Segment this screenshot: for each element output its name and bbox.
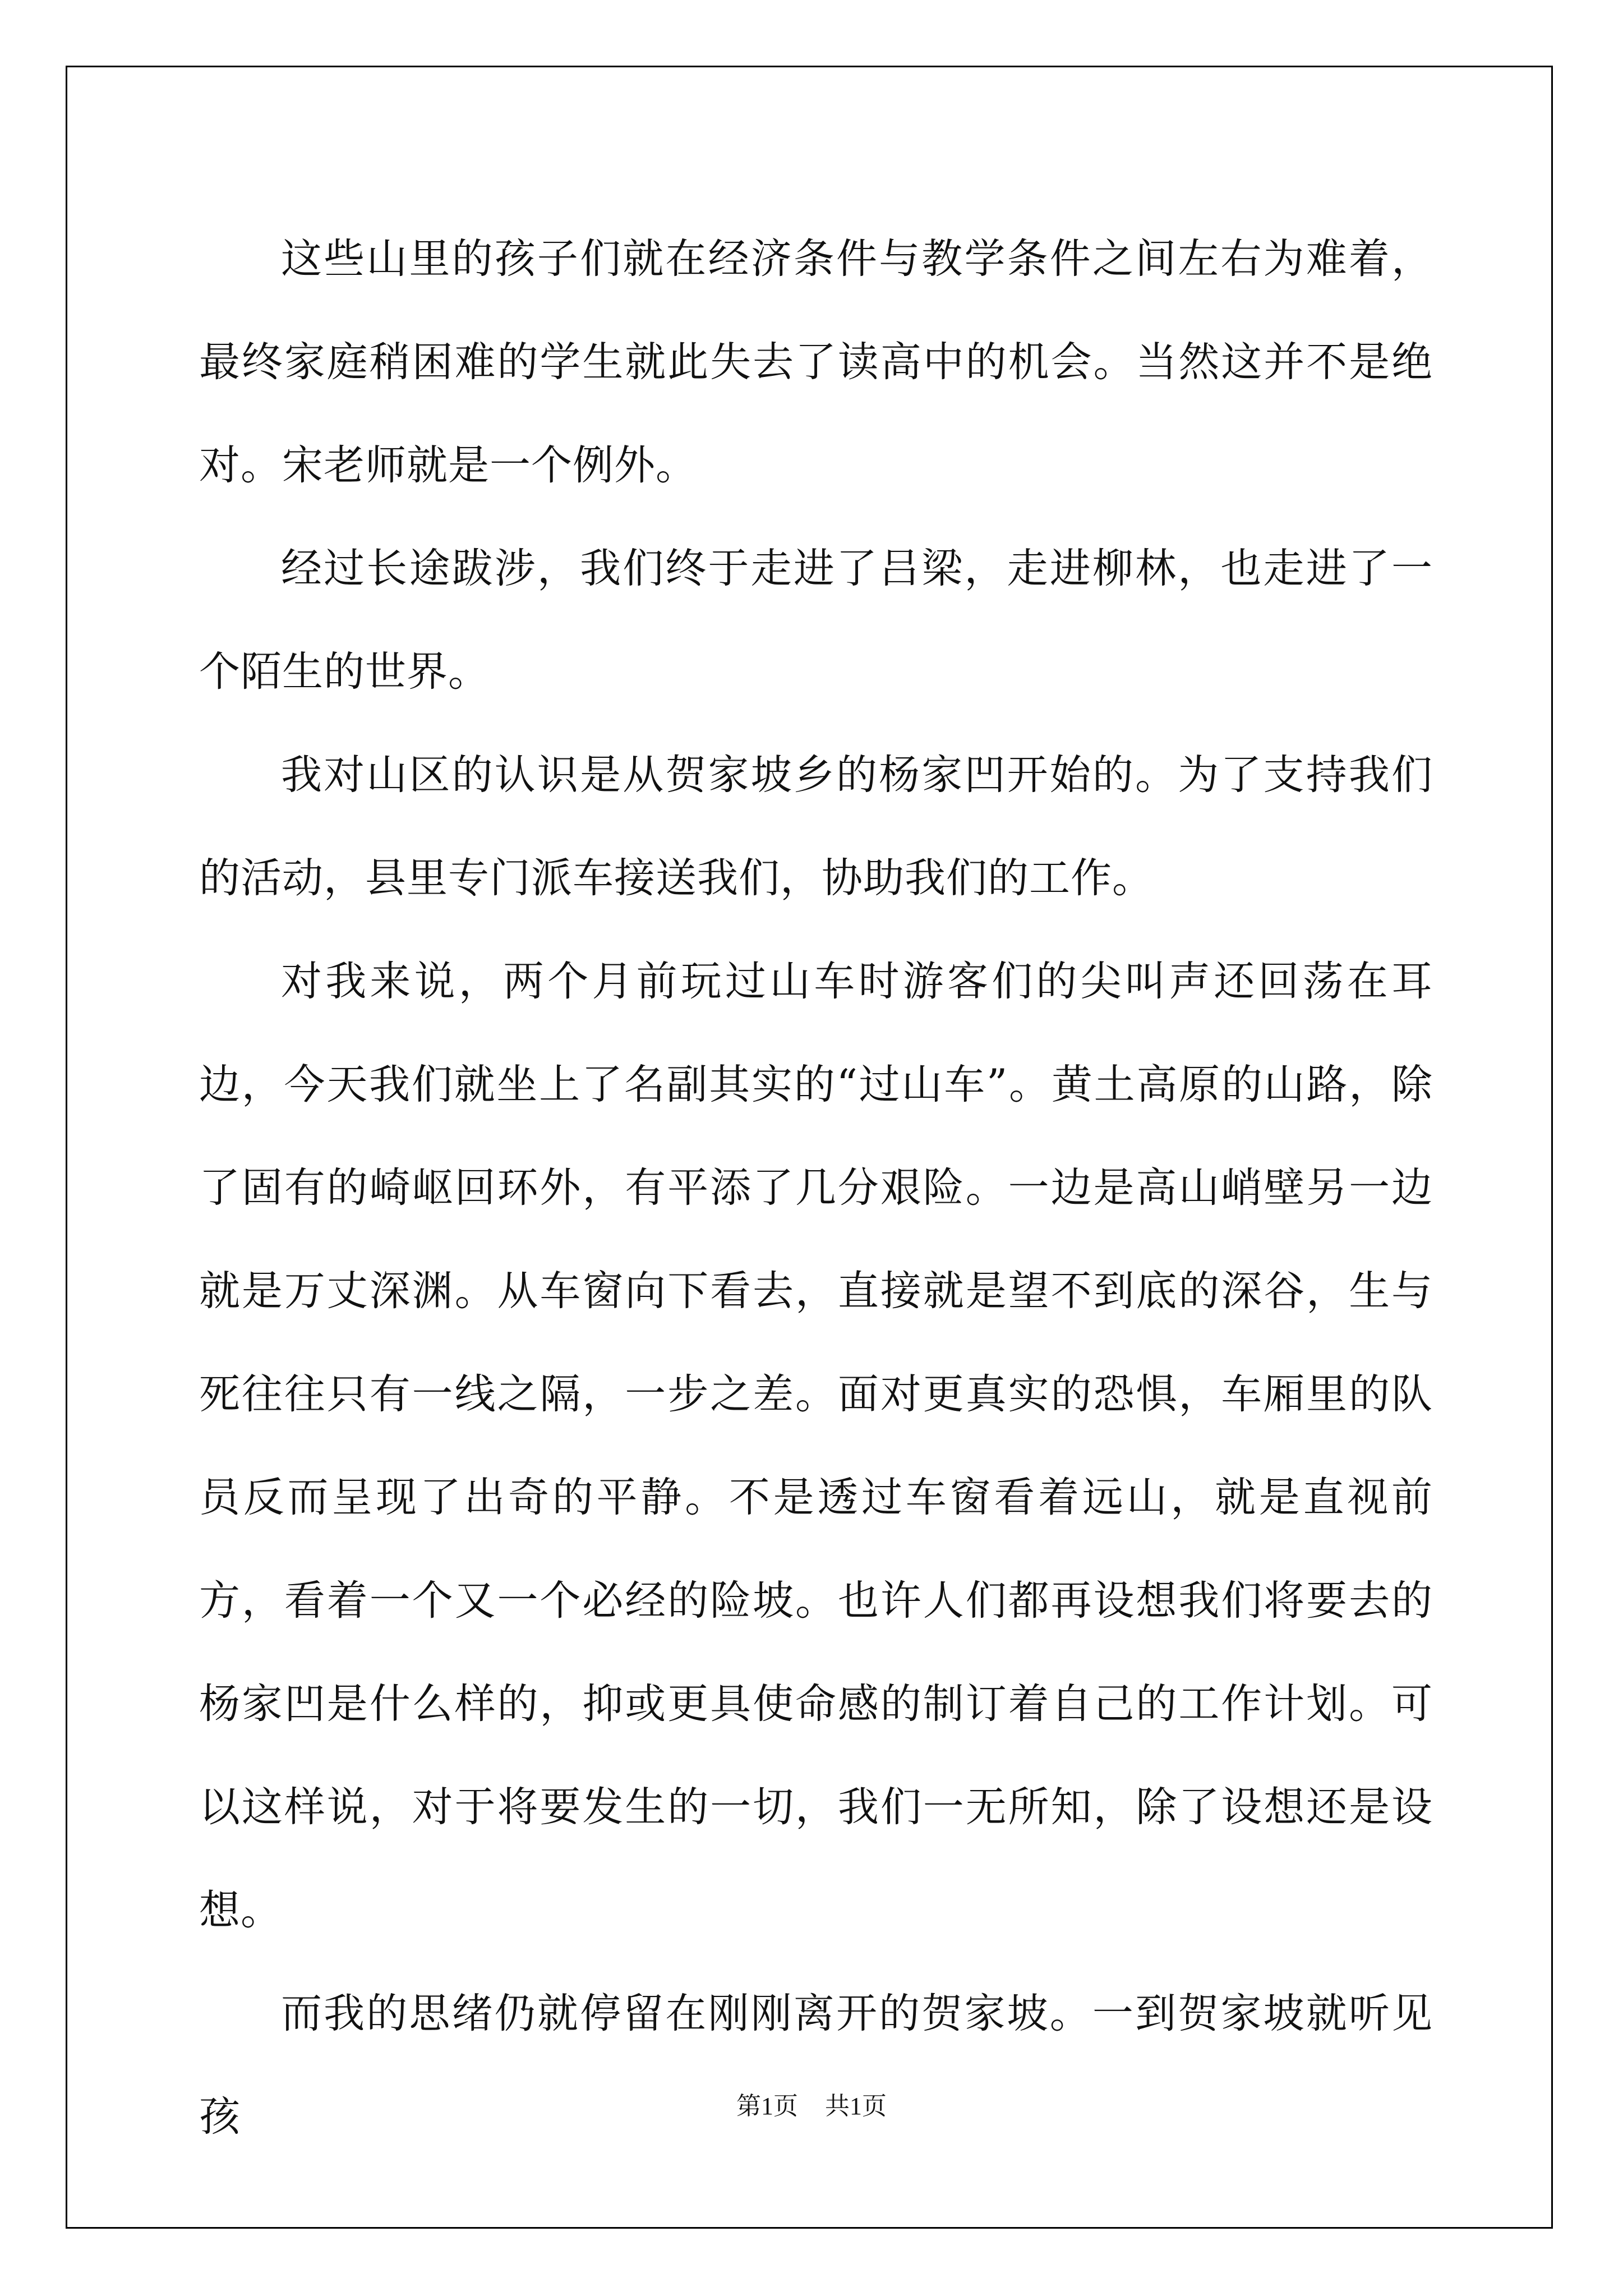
paragraph-2: 经过长途跋涉，我们终于走进了吕梁，走进柳林，也走进了一个陌生的世界。 xyxy=(199,545,1433,696)
paragraph-3: 我对山区的认识是从贺家坡乡的杨家凹开始的。为了支持我们的活动，县里专门派车接送我们，协助我们的工作。 xyxy=(199,751,1433,902)
page-total: 共1页 xyxy=(825,2092,887,2120)
paragraph-1: 这些山里的孩子们就在经济条件与教学条件之间左右为难着，最终家庭稍困难的学生就此失去了读高中的机会。当然这并不是绝对。宋老师就是一个例外。 xyxy=(199,235,1433,489)
paragraph-5: 而我的思绪仍就停留在刚刚离开的贺家坡。一到贺家坡就听见孩 xyxy=(199,1990,1433,2141)
paragraph-4: 对我来说，两个月前玩过山车时游客们的尖叫声还回荡在耳边，今天我们就坐上了名副其实的“过山车”。黄土高原的山路，除了固有的崎岖回环外，有平添了几分艰险。一边是高山峭壁另一边就是万丈深渊。从车窗向下看去，直接就是望不到底的深谷，生与死往往只有一线之隔，一步之差。面对更真实的恐惧，车厢里的队员反而呈现了出奇的平静。不是透过车窗看着远山，就是直视前方，看着一个又一个必经的险坡。也许人们都再设想我们将要去的杨家凹是什么样的，抑或更具使命感的制订着自己的工作计划。可以这样说，对于将要发生的一切，我们一无所知，除了设想还是设想。 xyxy=(199,958,1433,1934)
document-body xyxy=(199,208,1433,2169)
page-number: 第1页 xyxy=(736,2092,798,2120)
page-footer xyxy=(0,2086,1623,2122)
